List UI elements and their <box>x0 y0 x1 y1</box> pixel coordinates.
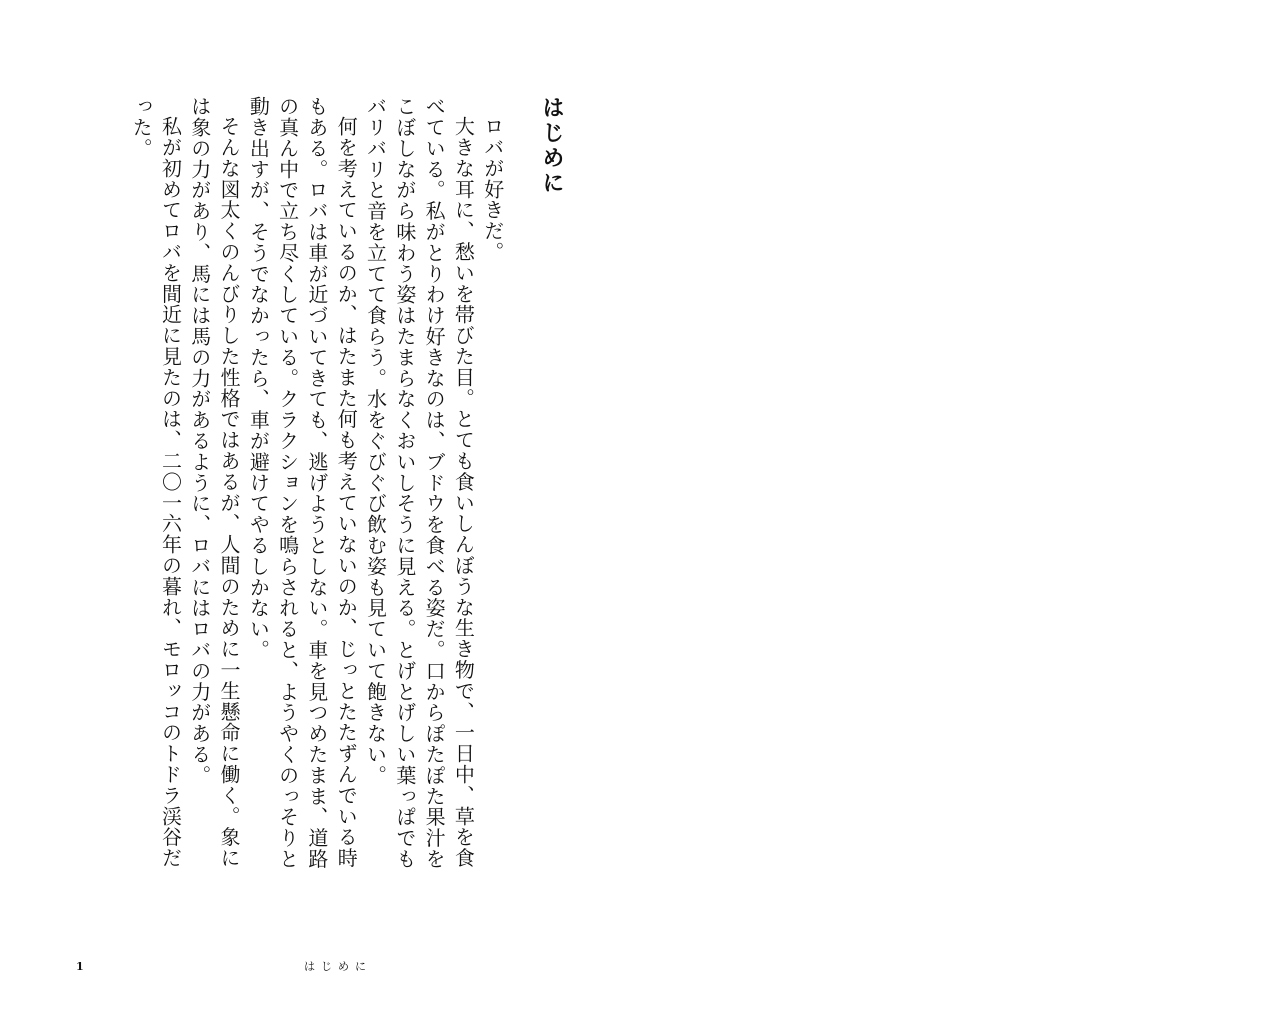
paragraph-3: 何を考えているのか、はたまた何も考えていないのか、じっとたたずんでいる時もある。ロバは車が近づいてきても、逃げようとしない。車を見つめたまま、道路の真ん中で立ち尽くしている。クラクションを鳴らされると、ようやくのっそりと動き出すが、そうでなかったら、車が避けてやるしかない。 <box>246 96 359 870</box>
vertical-text-block <box>126 96 566 876</box>
paragraph-4: そんな図太くのんびりした性格ではあるが、人間のために一生懸命に働く。象には象の力があり、馬には馬の力があるように、ロバにはロバの力がある。 <box>187 96 242 869</box>
paragraph-5: 私が初めてロバを間近に見たのは、二〇一六年の暮れ、モロッコのトドラ渓谷だった。 <box>129 96 183 869</box>
paragraph-2: 大きな耳に、愁いを帯びた目。とても食いしんぼうな生き物で、一日中、草を食べている。私がとりわけ好きなのは、ブドウを食べる姿だ。口からぽたぽた果汁をこぼしながら味わう姿はたまらなくおいしそうに見える。とげとげしい葉っぱでもバリバリと音を立てて食らう。水をぐびぐび飲む姿も見ていて飽きない。 <box>363 96 476 870</box>
paragraph-1: ロバが好きだ。 <box>480 116 505 263</box>
page-number: 1 <box>76 960 84 973</box>
running-header: はじめに <box>304 960 372 973</box>
chapter-title: はじめに <box>539 96 564 196</box>
